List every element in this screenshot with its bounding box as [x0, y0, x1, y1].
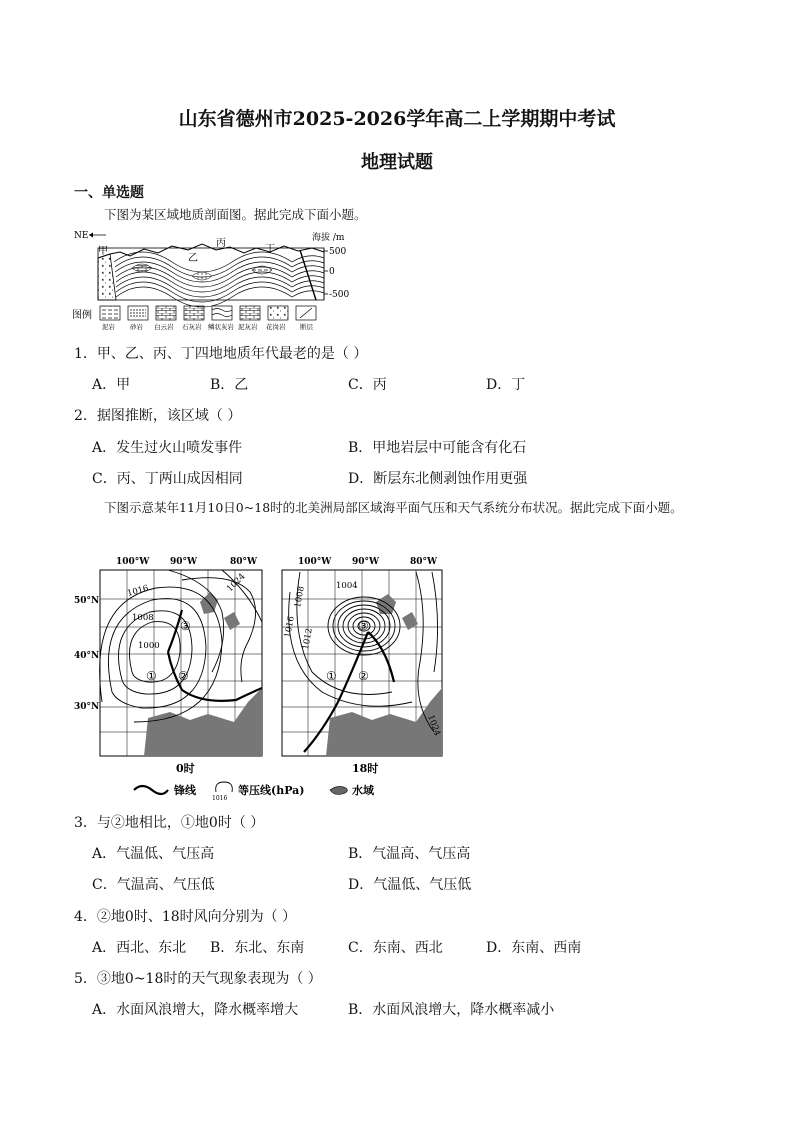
tick-neg500: -500: [329, 290, 350, 300]
isobar-1016-a: 1016: [126, 583, 150, 599]
legend-granite: 花岗岩: [266, 323, 286, 331]
lon-80w-b: 80°W: [410, 557, 438, 567]
q4-option-b[interactable]: B．东北、东南: [210, 940, 305, 956]
q4-option-d[interactable]: D．东南、西南: [486, 940, 582, 956]
isobar-1012-b: 1012: [301, 627, 315, 651]
point-2-b: ②: [358, 669, 369, 683]
weather-maps: [72, 552, 452, 802]
geology-cross-section: [72, 228, 362, 334]
q1-option-d[interactable]: D．丁: [486, 377, 526, 393]
lon-90w-a: 90°W: [170, 557, 198, 567]
q5-option-b[interactable]: B．水面风浪增大，降水概率减小: [348, 1002, 555, 1018]
q3-option-a[interactable]: A．气温低、气压高: [92, 846, 215, 862]
legend-isobar: 等压线(hPa): [238, 784, 305, 797]
legend-marl: 泥灰岩: [238, 323, 258, 331]
isobar-1016-b: 1016: [283, 615, 297, 639]
q1-option-c[interactable]: C．丙: [348, 377, 387, 393]
lat-30n: 30°N: [74, 702, 100, 712]
q3-option-b[interactable]: B．气温高、气压高: [348, 846, 471, 862]
tick-500: 500: [329, 247, 347, 257]
point-3-b: ③: [358, 619, 369, 633]
lon-100w-b: 100°W: [298, 557, 332, 567]
svg-text:NE: NE: [74, 231, 89, 241]
legend-title: 图例: [72, 310, 92, 321]
altitude-label: 海拔 /m: [312, 233, 345, 243]
isobar-1004-b: 1004: [336, 581, 358, 591]
q3-option-c[interactable]: C．气温高、气压低: [92, 877, 215, 893]
point-1-b: ①: [326, 669, 337, 683]
isobar-1024-a: 1024: [225, 571, 248, 595]
place-bing: 丙: [216, 238, 226, 249]
legend-mudstone: 泥岩: [102, 323, 115, 331]
question-1: 1．甲、乙、丙、丁四地地质年代最老的是（ ）: [74, 346, 368, 362]
q5-option-a[interactable]: A．水面风浪增大，降水概率增大: [92, 1002, 299, 1018]
map-18h: [282, 570, 442, 756]
legend-sandstone: 砂岩: [130, 323, 143, 331]
isobar-1008-b: 1008: [293, 585, 307, 609]
caption-18h: 18时: [352, 762, 379, 775]
place-ding: 丁: [265, 244, 275, 255]
lat-40n: 40°N: [74, 651, 100, 661]
intro-geology: 下图为某区域地质剖面图。据此完成下面小题。: [104, 207, 367, 222]
q4-option-c[interactable]: C．东南、西北: [348, 940, 443, 956]
q4-option-a[interactable]: A．西北、东北: [92, 940, 187, 956]
question-4: 4．②地0时、18时风向分别为（ ）: [74, 909, 297, 925]
legend-limestone: 石灰岩: [182, 323, 202, 331]
page-subtitle: 地理试题: [361, 152, 433, 173]
caption-0h: 0时: [176, 762, 195, 775]
q2-option-a[interactable]: A．发生过火山喷发事件: [92, 440, 243, 456]
map-0h: [100, 570, 262, 756]
legend-isobar-sample: 1016: [212, 795, 228, 802]
lon-100w-a: 100°W: [116, 557, 150, 567]
isobar-1024-b: 1024: [425, 713, 442, 738]
legend-water: 水域: [352, 784, 374, 797]
isobar-1008-a: 1008: [132, 613, 154, 623]
place-yi: 乙: [188, 253, 198, 264]
q1-option-a[interactable]: A．甲: [92, 377, 131, 393]
intro-weather: 下图示意某年11月10日0~18时的北美洲局部区域海平面气压和天气系统分布状况。据此完成下面小题。: [104, 500, 683, 515]
legend-scaly-limestone: 鳞状灰岩: [208, 323, 234, 331]
legend-front: 锋线: [174, 784, 196, 797]
question-2: 2．据图推断，该区域（ ）: [74, 408, 242, 424]
point-3-a: ③: [180, 619, 191, 633]
point-2-a: ②: [178, 669, 189, 683]
legend-fault: 断层: [300, 323, 313, 331]
legend-dolomite: 白云岩: [154, 323, 174, 331]
q2-option-c[interactable]: C．丙、丁两山成因相同: [92, 471, 243, 487]
point-1-a: ①: [146, 669, 157, 683]
lat-50n: 50°N: [74, 596, 100, 606]
lon-90w-b: 90°W: [352, 557, 380, 567]
question-5: 5．③地0~18时的天气现象表现为（ ）: [74, 971, 322, 987]
q2-option-b[interactable]: B．甲地岩层中可能含有化石: [348, 440, 527, 456]
page-title: 山东省德州市2025-2026学年高二上学期期中考试: [178, 108, 616, 130]
q2-option-d[interactable]: D．断层东北侧剥蚀作用更强: [348, 471, 528, 487]
isobar-1000-a: 1000: [138, 641, 160, 651]
q3-option-d[interactable]: D．气温低、气压低: [348, 877, 472, 893]
tick-0: 0: [329, 267, 335, 277]
section-heading: 一、单选题: [74, 185, 144, 201]
place-jia: 甲: [98, 246, 108, 257]
question-3: 3．与②地相比，①地0时（ ）: [74, 815, 265, 831]
lon-80w-a: 80°W: [230, 557, 258, 567]
q1-option-b[interactable]: B．乙: [210, 377, 249, 393]
